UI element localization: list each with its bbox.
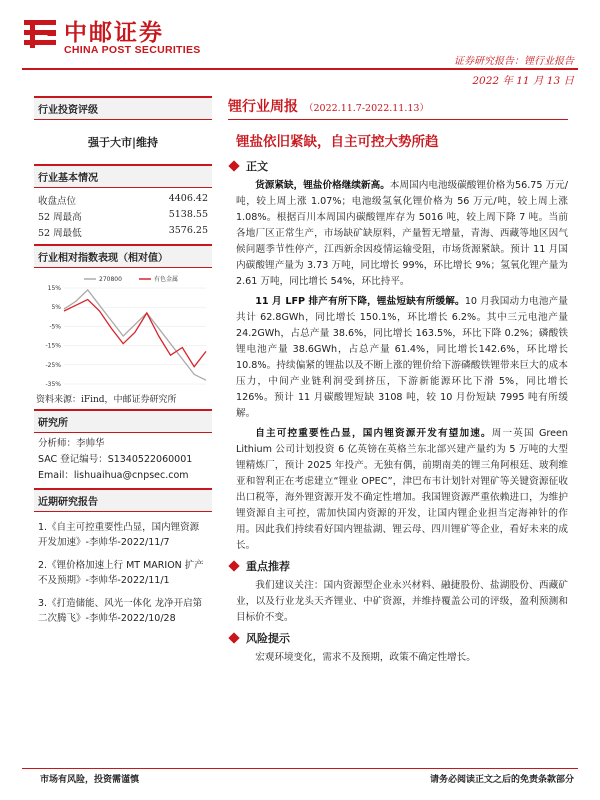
title-bar [228,96,568,120]
main-content [228,96,568,670]
info-value: 5138.55 [168,209,208,220]
diamond-bullet-icon [228,160,239,171]
report-type: 证券研究报告：锂行业报告 [454,56,574,67]
paragraph [236,426,568,554]
recent-report-item[interactable]: 3.《打造储能、风光一体化 龙净开启第二次腾飞》-李帅华-2022/10/28 [38,598,203,624]
recent-reports-list [34,512,212,637]
y-tick-label: -25% [45,361,61,369]
section-risk [228,630,568,646]
y-tick-label: -35% [45,381,61,388]
header-divider [22,68,578,70]
series-line [64,290,206,380]
logo-cn: 中邮证券 [64,20,164,46]
paragraph-body: 10 月我国动力电池产量共计 62.8GWh，同比增长 150.1%，环比增长 6.2%。其中三元电池产量 24.2GWh，占总产量 38.6%，同比增长 163.5%，环比下降 0.2%；磷酸铁锂电池产量 38.6GWh，占总产量 61.4%，同比增长142.6%，环比增长 10.8%。持续偏紧的锂盐以及不断上涨的锂价给下游磷酸铁锂带来巨大的成本压力，中间产业链利润受到挤压，下游新能源环比下滑 5%，同比增长 126%。预计 11 月碳酸锂短缺 3108 吨，较 10 月份短缺 7995 吨有所缓解。 [236,296,568,419]
legend-entry: 有色金属 [154,276,179,283]
analyst-name: 分析师：李帅华 [38,438,105,449]
paragraph: 宏观环境变化，需求不及预期，政策不确定性增长。 [255,652,476,663]
section-heading: 正文 [246,160,268,173]
info-row [34,192,212,208]
info-label: 52 周最高 [38,212,82,223]
info-label: 收盘点位 [38,196,77,207]
paragraph [236,294,568,422]
paragraph: 我们建议关注：国内资源型企业永兴材料、融捷股份、盐湖股份、西藏矿业，以及行业龙头天齐锂业、中矿资源，并维持覆盖公司的评级，盈利预测和目标价不变。 [236,580,568,623]
section-main [228,158,568,174]
footer-disclaimer: 市场有风险，投资需谨慎 [40,775,140,785]
industry-rating: 强于大市|维持 [87,136,158,149]
analyst-info [34,433,212,488]
info-label: 52 周最低 [38,228,82,239]
analyst-email[interactable]: Email：lishuaihua@cnpsec.com [38,470,189,481]
info-value: 4406.42 [168,193,208,204]
section-recommend [228,558,568,574]
paragraph-lead: 货源紧缺，锂盐价格继续新高。 [255,180,390,191]
chart-source: 资料来源：iFind，中邮证券研究所 [36,395,177,405]
info-value: 3576.25 [168,225,208,236]
logo-en: CHINA POST SECURITIES [64,44,201,56]
recent-reports-heading: 近期研究报告 [34,488,212,512]
paragraph-lead: 11 月 LFP 排产有所下降，锂盐短缺有所缓解。 [255,296,465,307]
basic-info-heading: 行业基本情况 [34,164,212,188]
footer-divider [22,768,578,769]
info-row [34,208,212,224]
recent-report-item[interactable]: 2.《锂价格加速上行 MT MARION 扩产不及预期》-李帅华-2022/11/1 [38,560,204,586]
report-header [0,0,600,100]
rating-heading: 行业投资评级 [34,96,212,120]
analyst-heading: 研究所 [34,409,212,433]
footer-notice: 请务必阅读正文之后的免责条款部分 [429,775,574,785]
y-tick-label: -5% [49,323,61,331]
recent-report-item[interactable]: 1.《自主可控重要性凸显，国内锂资源开发加速》-李帅华-2022/11/7 [38,522,200,548]
section-heading: 重点推荐 [246,560,290,573]
y-tick-label: 15% [47,285,61,292]
paragraph-body: 本周国内电池级碳酸锂价格为56.75 万元/吨，较上周上涨 1.07%；电池级氢氧化锂价格为 56 万元/吨，较上周上涨 1.08%。根据百川本周国内碳酸锂库存为 5016 吨，较上周下降 7 吨。当前各地厂区正常生产，市场缺矿缺原料，产量暂无增量，青海、西藏等地区因气候问题季节性停产，江西新余因疫情运输受阻，市场货源紧缺。预计 11 月国内碳酸锂产量为 3.73 万吨，同比增长 99%，环比增长 9%；氢氧化锂产量为 2.61 万吨，同比增长 54%，环比持平。 [236,180,569,287]
performance-heading: 行业相对指数表现（相对值） [34,244,212,268]
series-line [64,300,206,367]
info-row [34,224,212,240]
report-period: （2022.11.7-2022.11.13） [304,103,429,114]
chart-svg [34,272,212,390]
relative-index-chart [34,272,212,390]
headline: 锂盐依旧紧缺，自主可控大势所趋 [236,134,439,150]
paragraph [236,178,568,290]
sidebar [34,96,212,637]
paragraph-lead: 自主可控重要性凸显，国内锂资源开发有望加速。 [255,428,492,439]
y-tick-label: 5% [51,304,61,312]
report-title: 锂行业周报 [228,99,298,115]
china-post-logo-icon [22,16,58,52]
section-heading: 风险提示 [246,632,290,645]
y-tick-label: -15% [45,342,61,350]
report-date: 2022 年 11 月 13 日 [472,75,574,87]
diamond-bullet-icon [228,560,239,571]
legend-entry: 270800 [99,276,122,283]
basic-info-table [34,188,212,244]
diamond-bullet-icon [228,632,239,643]
analyst-sac: SAC 登记编号：S1340522060001 [38,454,193,465]
paragraph-body: 周一英国 Green Lithium 公司计划投资 6 亿英镑在英格兰东北部兴建产量约为 5 万吨的大型锂精炼厂，预计 2025 年投产。无独有偶，前期南美的锂三角阿根廷、玻利维亚和智利正在考虑建立“锂业 OPEC”，津巴布韦计划针对锂矿等关键资源征收出口税等，海外锂资源开发不确定性增加。我国锂资源严重依赖进口，为维护锂资源自主可控，需加快国内资源的开发，让国内锂企业担当定海神针的作用。因此我们持续看好国内锂盐湖、锂云母、四川锂矿等企业，看好未来的成长。 [236,428,569,551]
